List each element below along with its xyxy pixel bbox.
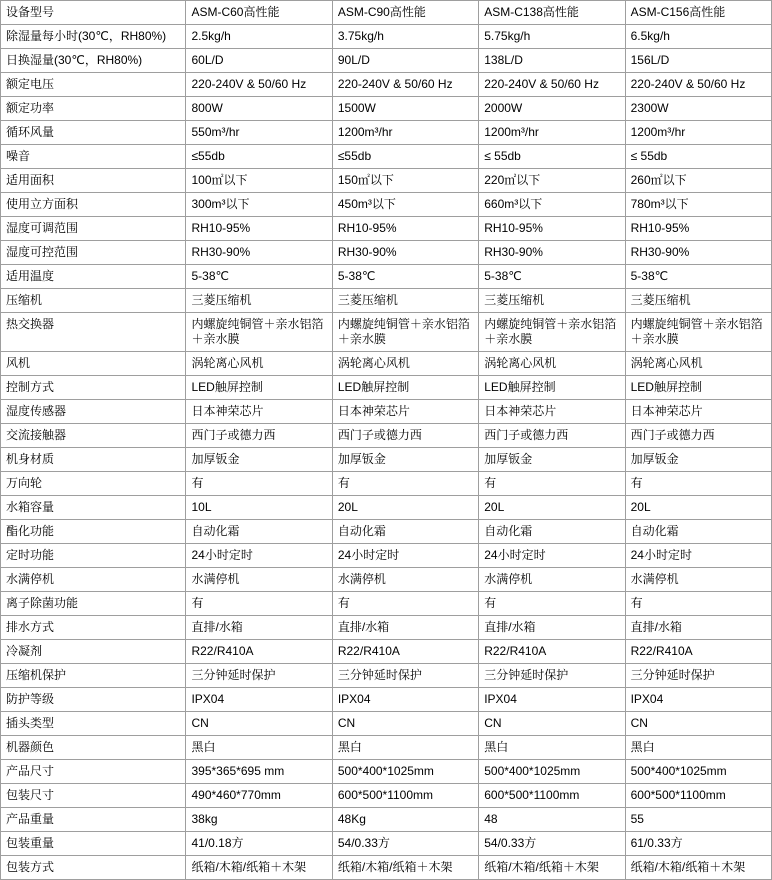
row-value-cell: 纸箱/木箱/纸箱＋木架 [332, 856, 478, 880]
row-value-cell: 水满停机 [479, 568, 625, 592]
row-value-cell: 220㎡以下 [479, 169, 625, 193]
row-value-cell: LED触屏控制 [479, 376, 625, 400]
row-value-cell: 38kg [186, 808, 332, 832]
row-value-cell: CN [186, 712, 332, 736]
row-value-cell: ≤ 55db [625, 145, 771, 169]
row-label: 产品尺寸 [1, 760, 186, 784]
row-value-cell: 100㎡以下 [186, 169, 332, 193]
row-label: 湿度可调范围 [1, 217, 186, 241]
table-row [1, 313, 772, 352]
row-value-cell: 有 [332, 472, 478, 496]
row-value-cell: 5-38℃ [186, 265, 332, 289]
row-value-cell: 2300W [625, 97, 771, 121]
table-row [1, 352, 772, 376]
row-label: 冷凝剂 [1, 640, 186, 664]
row-value-cell: 24小时定时 [186, 544, 332, 568]
row-value-cell: 三分钟延时保护 [479, 664, 625, 688]
row-value-cell: 500*400*1025mm [625, 760, 771, 784]
row-value-cell: RH30-90% [332, 241, 478, 265]
row-value-cell: 内螺旋纯铜管＋亲水铝箔＋亲水膜 [479, 313, 625, 352]
row-value-cell: 5-38℃ [332, 265, 478, 289]
table-row [1, 688, 772, 712]
row-value-cell: 直排/水箱 [332, 616, 478, 640]
row-value-cell: 直排/水箱 [186, 616, 332, 640]
row-value-cell: 三菱压缩机 [479, 289, 625, 313]
row-value-cell: 5-38℃ [479, 265, 625, 289]
row-value-cell: 55 [625, 808, 771, 832]
table-row [1, 856, 772, 880]
row-value-cell: 加厚钣金 [479, 448, 625, 472]
row-value-cell: R22/R410A [479, 640, 625, 664]
row-value-cell: 有 [625, 472, 771, 496]
table-row [1, 241, 772, 265]
row-value-cell: 三分钟延时保护 [332, 664, 478, 688]
row-value-cell: 水满停机 [625, 568, 771, 592]
table-row [1, 592, 772, 616]
row-label: 除湿量每小时(30℃，RH80%) [1, 25, 186, 49]
row-value-cell: RH10-95% [186, 217, 332, 241]
row-label: 产品重量 [1, 808, 186, 832]
table-row [1, 616, 772, 640]
row-value-cell: 日本神荣芯片 [479, 400, 625, 424]
table-row [1, 376, 772, 400]
row-value-cell: ≤ 55db [479, 145, 625, 169]
table-row [1, 472, 772, 496]
row-value-cell: 1200m³/hr [625, 121, 771, 145]
row-value-cell: RH30-90% [186, 241, 332, 265]
row-label: 风机 [1, 352, 186, 376]
row-value-cell: 自动化霜 [625, 520, 771, 544]
table-row [1, 193, 772, 217]
table-row [1, 784, 772, 808]
table-row [1, 145, 772, 169]
row-value-cell: 涡轮离心风机 [479, 352, 625, 376]
row-label: 额定电压 [1, 73, 186, 97]
row-value-cell: 直排/水箱 [479, 616, 625, 640]
table-row [1, 520, 772, 544]
row-value-cell: 600*500*1100mm [332, 784, 478, 808]
table-row [1, 424, 772, 448]
row-value-cell: IPX04 [332, 688, 478, 712]
row-value-cell: 800W [186, 97, 332, 121]
row-value-cell: IPX04 [186, 688, 332, 712]
row-value-cell: 黑白 [625, 736, 771, 760]
header-cell-model: ASM-C90高性能 [332, 1, 478, 25]
row-value-cell: 日本神荣芯片 [332, 400, 478, 424]
row-value-cell: RH30-90% [625, 241, 771, 265]
table-row [1, 640, 772, 664]
row-value-cell: 156L/D [625, 49, 771, 73]
row-value-cell: 1200m³/hr [479, 121, 625, 145]
row-label: 排水方式 [1, 616, 186, 640]
table-row [1, 736, 772, 760]
row-value-cell: 2.5kg/h [186, 25, 332, 49]
row-label: 热交换器 [1, 313, 186, 352]
row-label: 压缩机保护 [1, 664, 186, 688]
row-label: 水箱容量 [1, 496, 186, 520]
row-value-cell: IPX04 [479, 688, 625, 712]
row-value-cell: ≤55db [186, 145, 332, 169]
table-row [1, 808, 772, 832]
row-label: 机器颜色 [1, 736, 186, 760]
row-value-cell: 260㎡以下 [625, 169, 771, 193]
row-value-cell: 61/0.33方 [625, 832, 771, 856]
row-value-cell: 48 [479, 808, 625, 832]
row-value-cell: 内螺旋纯铜管＋亲水铝箔＋亲水膜 [332, 313, 478, 352]
row-value-cell: 550m³/hr [186, 121, 332, 145]
row-value-cell: 60L/D [186, 49, 332, 73]
row-value-cell: 138L/D [479, 49, 625, 73]
row-label: 日换湿量(30℃，RH80%) [1, 49, 186, 73]
row-value-cell: 54/0.33方 [332, 832, 478, 856]
row-label: 噪音 [1, 145, 186, 169]
row-value-cell: 24小时定时 [332, 544, 478, 568]
row-value-cell: 加厚钣金 [332, 448, 478, 472]
row-value-cell: 490*460*770mm [186, 784, 332, 808]
row-value-cell: CN [332, 712, 478, 736]
row-label: 交流接触器 [1, 424, 186, 448]
row-value-cell: 加厚钣金 [186, 448, 332, 472]
table-row [1, 496, 772, 520]
row-value-cell: RH10-95% [479, 217, 625, 241]
row-label: 适用面积 [1, 169, 186, 193]
row-label: 防护等级 [1, 688, 186, 712]
table-row [1, 97, 772, 121]
row-label: 使用立方面积 [1, 193, 186, 217]
row-value-cell: 48Kg [332, 808, 478, 832]
row-value-cell: 水满停机 [332, 568, 478, 592]
row-value-cell: 有 [625, 592, 771, 616]
row-value-cell: 西门子或德力西 [479, 424, 625, 448]
row-value-cell: 20L [625, 496, 771, 520]
row-value-cell: 内螺旋纯铜管＋亲水铝箔＋亲水膜 [186, 313, 332, 352]
row-label: 压缩机 [1, 289, 186, 313]
row-value-cell: 90L/D [332, 49, 478, 73]
row-value-cell: 自动化霜 [332, 520, 478, 544]
row-value-cell: CN [479, 712, 625, 736]
row-value-cell: 有 [186, 472, 332, 496]
row-value-cell: 水满停机 [186, 568, 332, 592]
row-value-cell: 涡轮离心风机 [186, 352, 332, 376]
header-cell-model: ASM-C156高性能 [625, 1, 771, 25]
row-value-cell: 西门子或德力西 [186, 424, 332, 448]
row-value-cell: 自动化霜 [479, 520, 625, 544]
row-value-cell: 三菱压缩机 [625, 289, 771, 313]
row-value-cell: 2000W [479, 97, 625, 121]
table-row [1, 664, 772, 688]
row-value-cell: 1200m³/hr [332, 121, 478, 145]
row-value-cell: 20L [479, 496, 625, 520]
table-row [1, 712, 772, 736]
row-value-cell: 220-240V & 50/60 Hz [479, 73, 625, 97]
row-value-cell: 500*400*1025mm [332, 760, 478, 784]
row-value-cell: 220-240V & 50/60 Hz [625, 73, 771, 97]
row-value-cell: 直排/水箱 [625, 616, 771, 640]
row-value-cell: 日本神荣芯片 [625, 400, 771, 424]
header-cell-spec: 设备型号 [1, 1, 186, 25]
table-row [1, 289, 772, 313]
row-value-cell: 三菱压缩机 [332, 289, 478, 313]
row-value-cell: 600*500*1100mm [625, 784, 771, 808]
row-value-cell: 1500W [332, 97, 478, 121]
row-value-cell: 纸箱/木箱/纸箱＋木架 [186, 856, 332, 880]
row-label: 湿度传感器 [1, 400, 186, 424]
row-label: 湿度可控范围 [1, 241, 186, 265]
table-row [1, 121, 772, 145]
row-value-cell: 纸箱/木箱/纸箱＋木架 [479, 856, 625, 880]
row-value-cell: 395*365*695 mm [186, 760, 332, 784]
table-row [1, 25, 772, 49]
table-row [1, 448, 772, 472]
row-value-cell: 600*500*1100mm [479, 784, 625, 808]
row-label: 水满停机 [1, 568, 186, 592]
row-value-cell: IPX04 [625, 688, 771, 712]
table-row [1, 400, 772, 424]
table-row [1, 265, 772, 289]
row-value-cell: 三分钟延时保护 [186, 664, 332, 688]
row-value-cell: RH10-95% [625, 217, 771, 241]
row-value-cell: R22/R410A [186, 640, 332, 664]
row-value-cell: 780m³以下 [625, 193, 771, 217]
row-label: 酯化功能 [1, 520, 186, 544]
row-value-cell: 24小时定时 [625, 544, 771, 568]
table-row [1, 217, 772, 241]
table-row [1, 832, 772, 856]
row-value-cell: 450m³以下 [332, 193, 478, 217]
table-row [1, 73, 772, 97]
row-value-cell: 54/0.33方 [479, 832, 625, 856]
row-value-cell: 10L [186, 496, 332, 520]
row-value-cell: RH30-90% [479, 241, 625, 265]
table-row [1, 169, 772, 193]
row-value-cell: 黑白 [332, 736, 478, 760]
row-value-cell: 660m³以下 [479, 193, 625, 217]
row-value-cell: LED触屏控制 [186, 376, 332, 400]
header-cell-model: ASM-C60高性能 [186, 1, 332, 25]
row-label: 适用温度 [1, 265, 186, 289]
row-label: 包装重量 [1, 832, 186, 856]
row-value-cell: 有 [479, 472, 625, 496]
row-value-cell: 黑白 [479, 736, 625, 760]
row-value-cell: 纸箱/木箱/纸箱＋木架 [625, 856, 771, 880]
row-value-cell: 涡轮离心风机 [625, 352, 771, 376]
row-value-cell: 5.75kg/h [479, 25, 625, 49]
row-value-cell: 220-240V & 50/60 Hz [332, 73, 478, 97]
row-value-cell: 三菱压缩机 [186, 289, 332, 313]
row-value-cell: R22/R410A [625, 640, 771, 664]
table-header-row [1, 1, 772, 25]
row-label: 插头类型 [1, 712, 186, 736]
row-value-cell: 有 [332, 592, 478, 616]
table-row [1, 568, 772, 592]
row-value-cell: 300m³以下 [186, 193, 332, 217]
row-value-cell: 有 [186, 592, 332, 616]
row-value-cell: 日本神荣芯片 [186, 400, 332, 424]
row-label: 离子除菌功能 [1, 592, 186, 616]
row-value-cell: 黑白 [186, 736, 332, 760]
row-label: 循环风量 [1, 121, 186, 145]
row-value-cell: 三分钟延时保护 [625, 664, 771, 688]
row-value-cell: 西门子或德力西 [625, 424, 771, 448]
row-value-cell: 24小时定时 [479, 544, 625, 568]
row-label: 包装方式 [1, 856, 186, 880]
table-row [1, 544, 772, 568]
row-label: 万向轮 [1, 472, 186, 496]
table-row [1, 49, 772, 73]
row-label: 定时功能 [1, 544, 186, 568]
row-value-cell: 20L [332, 496, 478, 520]
row-value-cell: CN [625, 712, 771, 736]
row-value-cell: 加厚钣金 [625, 448, 771, 472]
row-value-cell: 5-38℃ [625, 265, 771, 289]
row-value-cell: 3.75kg/h [332, 25, 478, 49]
row-value-cell: 涡轮离心风机 [332, 352, 478, 376]
row-label: 额定功率 [1, 97, 186, 121]
row-label: 机身材质 [1, 448, 186, 472]
row-value-cell: 220-240V & 50/60 Hz [186, 73, 332, 97]
row-value-cell: R22/R410A [332, 640, 478, 664]
header-cell-model: ASM-C138高性能 [479, 1, 625, 25]
row-value-cell: 有 [479, 592, 625, 616]
row-value-cell: LED触屏控制 [332, 376, 478, 400]
row-value-cell: 500*400*1025mm [479, 760, 625, 784]
row-value-cell: LED触屏控制 [625, 376, 771, 400]
row-value-cell: 自动化霜 [186, 520, 332, 544]
table-row [1, 760, 772, 784]
row-value-cell: 150㎡以下 [332, 169, 478, 193]
row-value-cell: 6.5kg/h [625, 25, 771, 49]
row-value-cell: 内螺旋纯铜管＋亲水铝箔＋亲水膜 [625, 313, 771, 352]
row-value-cell: ≤55db [332, 145, 478, 169]
row-label: 控制方式 [1, 376, 186, 400]
row-value-cell: 41/0.18方 [186, 832, 332, 856]
row-value-cell: 西门子或德力西 [332, 424, 478, 448]
row-label: 包装尺寸 [1, 784, 186, 808]
row-value-cell: RH10-95% [332, 217, 478, 241]
